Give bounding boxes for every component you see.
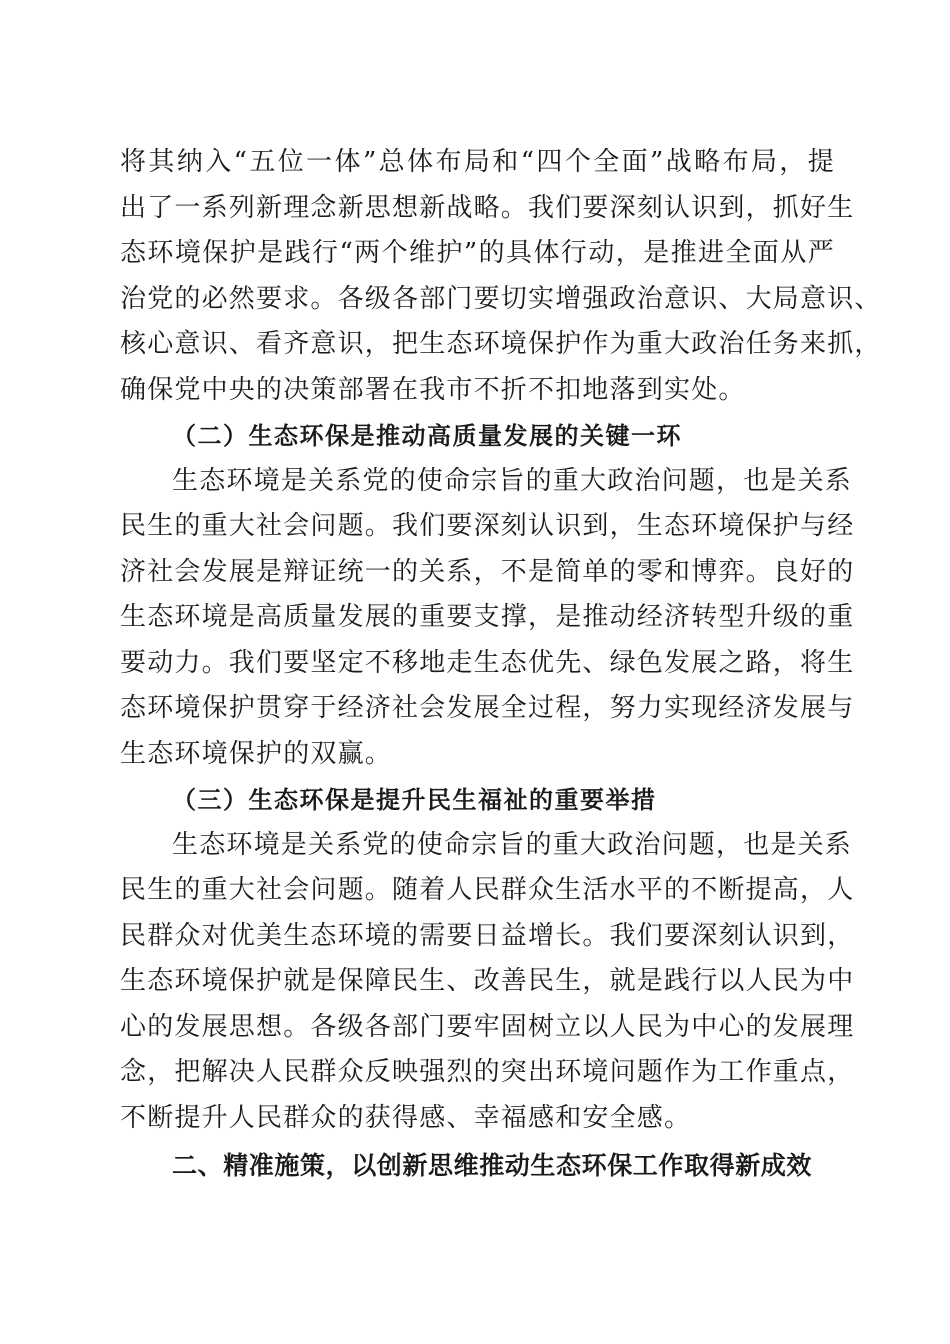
paragraph-line: 态环境保护贯穿于经济社会发展全过程，努力实现经济发展与 (120, 693, 855, 723)
paragraph-line: 念，把解决人民群众反映强烈的突出环境问题作为工作重点， (120, 1057, 855, 1087)
paragraph-line: 态环境保护是践行“两个维护”的具体行动，是推进全面从严 (120, 238, 835, 268)
paragraph-line: 民群众对优美生态环境的需要日益增长。我们要深刻认识到， (120, 920, 855, 951)
section-heading: （二）生态环保是推动高质量发展的关键一环 (172, 421, 682, 450)
paragraph-line: 不断提升人民群众的获得感、幸福感和安全感。 (120, 1102, 692, 1133)
paragraph-line: 出了一系列新理念新思想新战略。我们要深刻认识到，抓好生 (120, 192, 855, 223)
chapter-heading: 二、精准施策，以创新思维推动生态环保工作取得新成效 (172, 1151, 813, 1180)
paragraph-line: 确保党中央的决策部署在我市不折不扣地落到实处。 (120, 374, 746, 405)
paragraph-line: 生态环境保护就是保障民生、改善民生，就是践行以人民为中 (120, 966, 855, 996)
paragraph-line: 将其纳入“五位一体”总体布局和“四个全面”战略布局，提 (120, 147, 835, 177)
paragraph-line: 生态环境是关系党的使命宗旨的重大政治问题，也是关系 (172, 829, 853, 860)
paragraph-line: 民生的重大社会问题。我们要深刻认识到，生态环境保护与经 (120, 511, 855, 541)
paragraph-line: 生态环境是关系党的使命宗旨的重大政治问题，也是关系 (172, 465, 853, 496)
paragraph-line: 治党的必然要求。各级各部门要切实增强政治意识、大局意识、 (120, 283, 882, 314)
paragraph-line: 民生的重大社会问题。随着人民群众生活水平的不断提高，人 (120, 875, 855, 905)
section-heading: （三）生态环保是提升民生福祉的重要举措 (172, 785, 657, 814)
paragraph-line: 生态环境是高质量发展的重要支撑，是推动经济转型升级的重 (120, 602, 855, 632)
paragraph-line: 要动力。我们要坚定不移地走生态优先、绿色发展之路，将生 (120, 647, 855, 678)
paragraph-line: 心的发展思想。各级各部门要牢固树立以人民为中心的发展理 (120, 1011, 855, 1042)
paragraph-line: 生态环境保护的双赢。 (120, 738, 393, 769)
document-body (120, 140, 882, 1189)
paragraph-line: 济社会发展是辩证统一的关系，不是简单的零和博弈。良好的 (120, 556, 855, 587)
paragraph-line: 核心意识、看齐意识，把生态环境保护作为重大政治任务来抓， (120, 329, 882, 359)
